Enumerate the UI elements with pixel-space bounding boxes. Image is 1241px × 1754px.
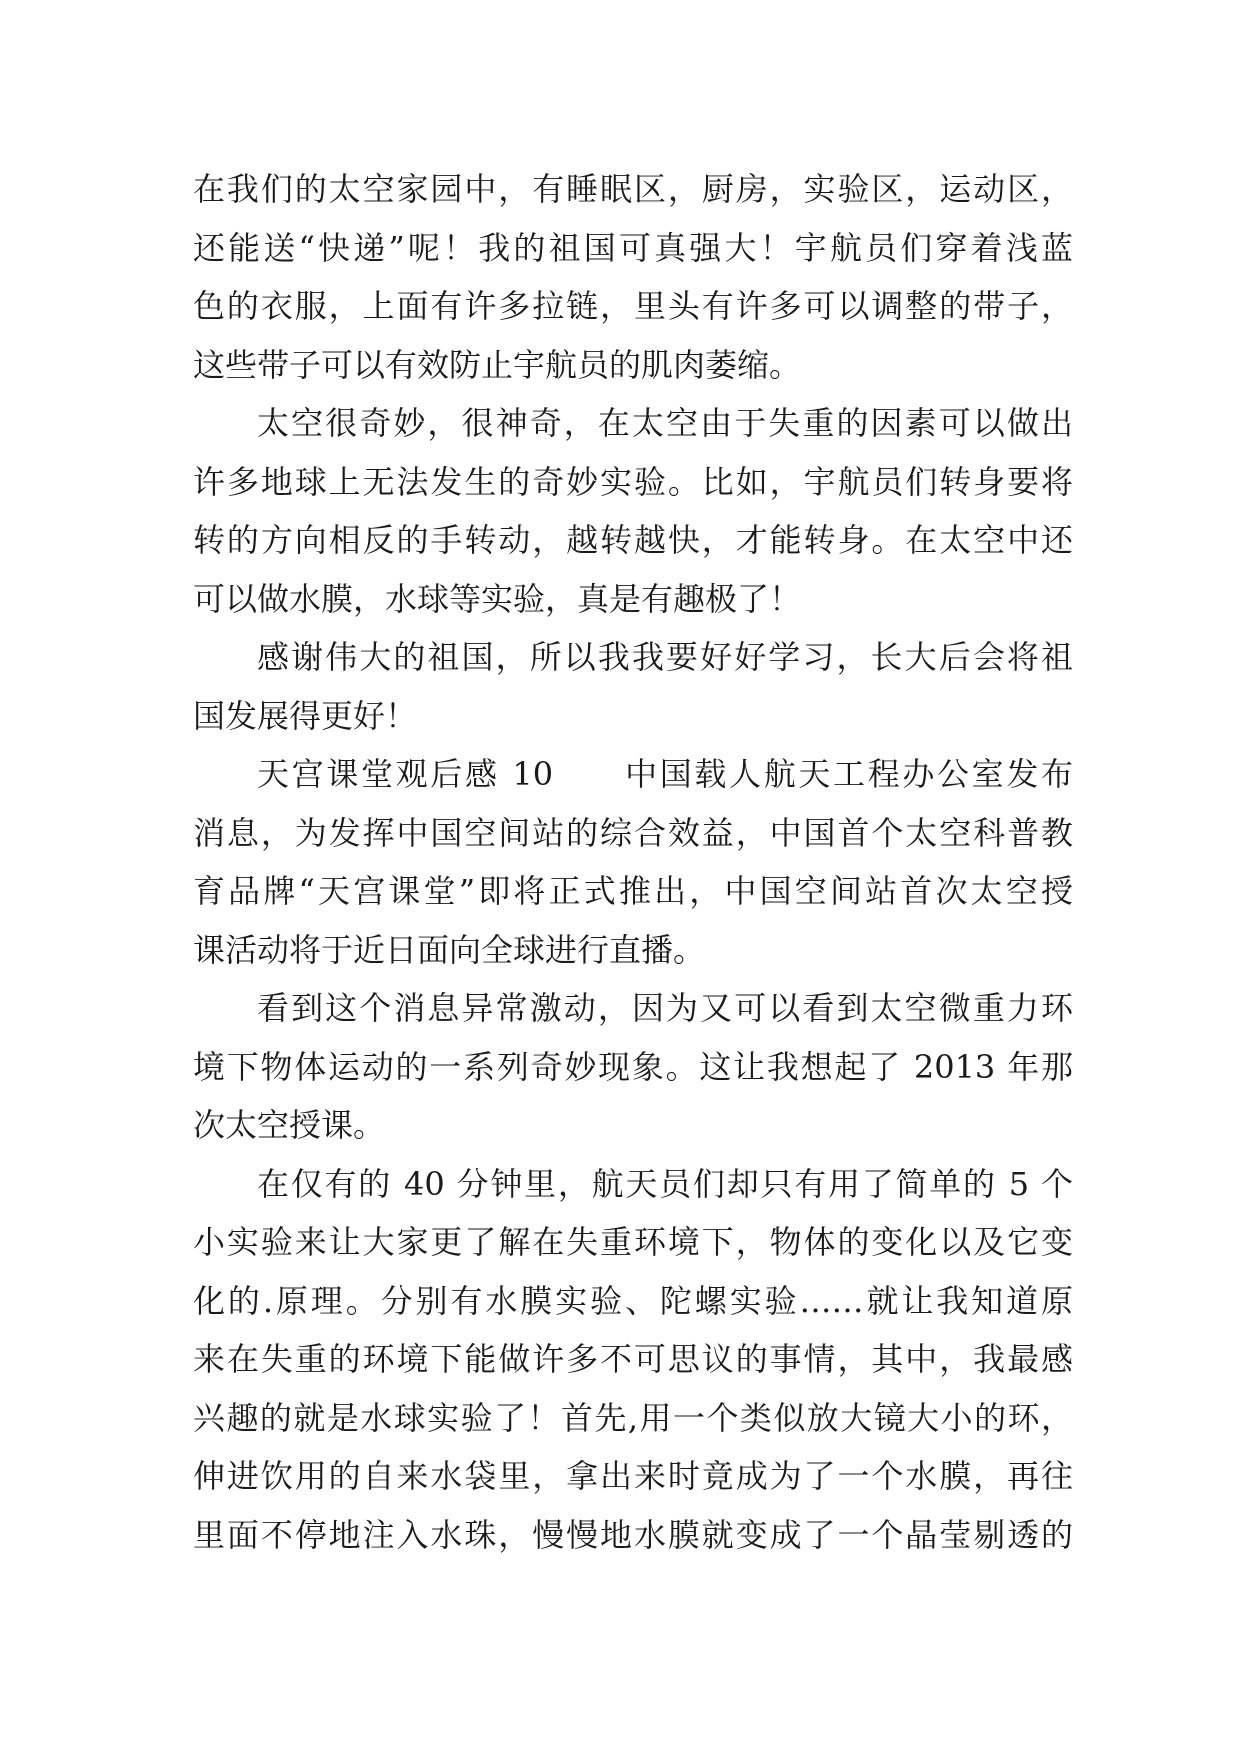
text-line: 伸进饮用的自来水袋里，拿出来时竟成为了一个水膜，再往 bbox=[193, 1457, 1073, 1495]
text-line: 境下物体运动的一系列奇妙现象。这让我想起了 2013 年那 bbox=[193, 1047, 1073, 1086]
text-line: 课活动将于近日面向全球进行直播。 bbox=[193, 930, 706, 969]
text-line: 消息，为发挥中国空间站的综合效益，中国首个太空科普教 bbox=[193, 813, 1073, 852]
text-line: 化的.原理。分别有水膜实验、陀螺实验……就让我知道原 bbox=[193, 1281, 1073, 1320]
text-line: 兴趣的就是水球实验了！首先,用一个类似放大镜大小的环， bbox=[193, 1398, 1073, 1437]
text-line: 次太空授课。 bbox=[193, 1106, 386, 1144]
text-line: 这些带子可以有效防止宇航员的肌肉萎缩。 bbox=[193, 345, 802, 384]
text-line: 看到这个消息异常激动，因为又可以看到太空微重力环 bbox=[257, 989, 1073, 1027]
text-line: 里面不停地注入水珠，慢慢地水膜就变成了一个晶莹剔透的 bbox=[193, 1515, 1073, 1554]
text-line: 许多地球上无法发生的奇妙实验。比如，宇航员们转身要将 bbox=[193, 462, 1073, 501]
text-line: 育品牌“天宫课堂”即将正式推出，中国空间站首次太空授 bbox=[193, 872, 1073, 910]
text-line: 小实验来让大家更了解在失重环境下，物体的变化以及它变 bbox=[193, 1223, 1073, 1261]
text-line: 来在失重的环境下能做许多不可思议的事情，其中，我最感 bbox=[193, 1340, 1073, 1378]
text-line: 在仅有的 40 分钟里，航天员们却只有用了简单的 5 个 bbox=[257, 1164, 1073, 1203]
text-line: 可以做水膜，水球等实验，真是有趣极了！ bbox=[193, 579, 802, 618]
text-line: 还能送“快递”呢！我的祖国可真强大！宇航员们穿着浅蓝 bbox=[193, 228, 1073, 267]
text-line: 色的衣服，上面有许多拉链，里头有许多可以调整的带子， bbox=[193, 287, 1073, 325]
text-line: 感谢伟大的祖国，所以我我要好好学习，长大后会将祖 bbox=[257, 638, 1073, 676]
text-line: 天宫课堂观后感 10 中国载人航天工程办公室发布 bbox=[257, 755, 1073, 793]
text-line: 转的方向相反的手转动，越转越快，才能转身。在太空中还 bbox=[193, 521, 1073, 559]
text-line: 太空很奇妙，很神奇，在太空由于失重的因素可以做出 bbox=[257, 404, 1073, 442]
body-text bbox=[193, 160, 1073, 1564]
text-line: 国发展得更好！ bbox=[193, 696, 418, 735]
text-line: 在我们的太空家园中，有睡眠区，厨房，实验区，运动区， bbox=[193, 170, 1073, 208]
